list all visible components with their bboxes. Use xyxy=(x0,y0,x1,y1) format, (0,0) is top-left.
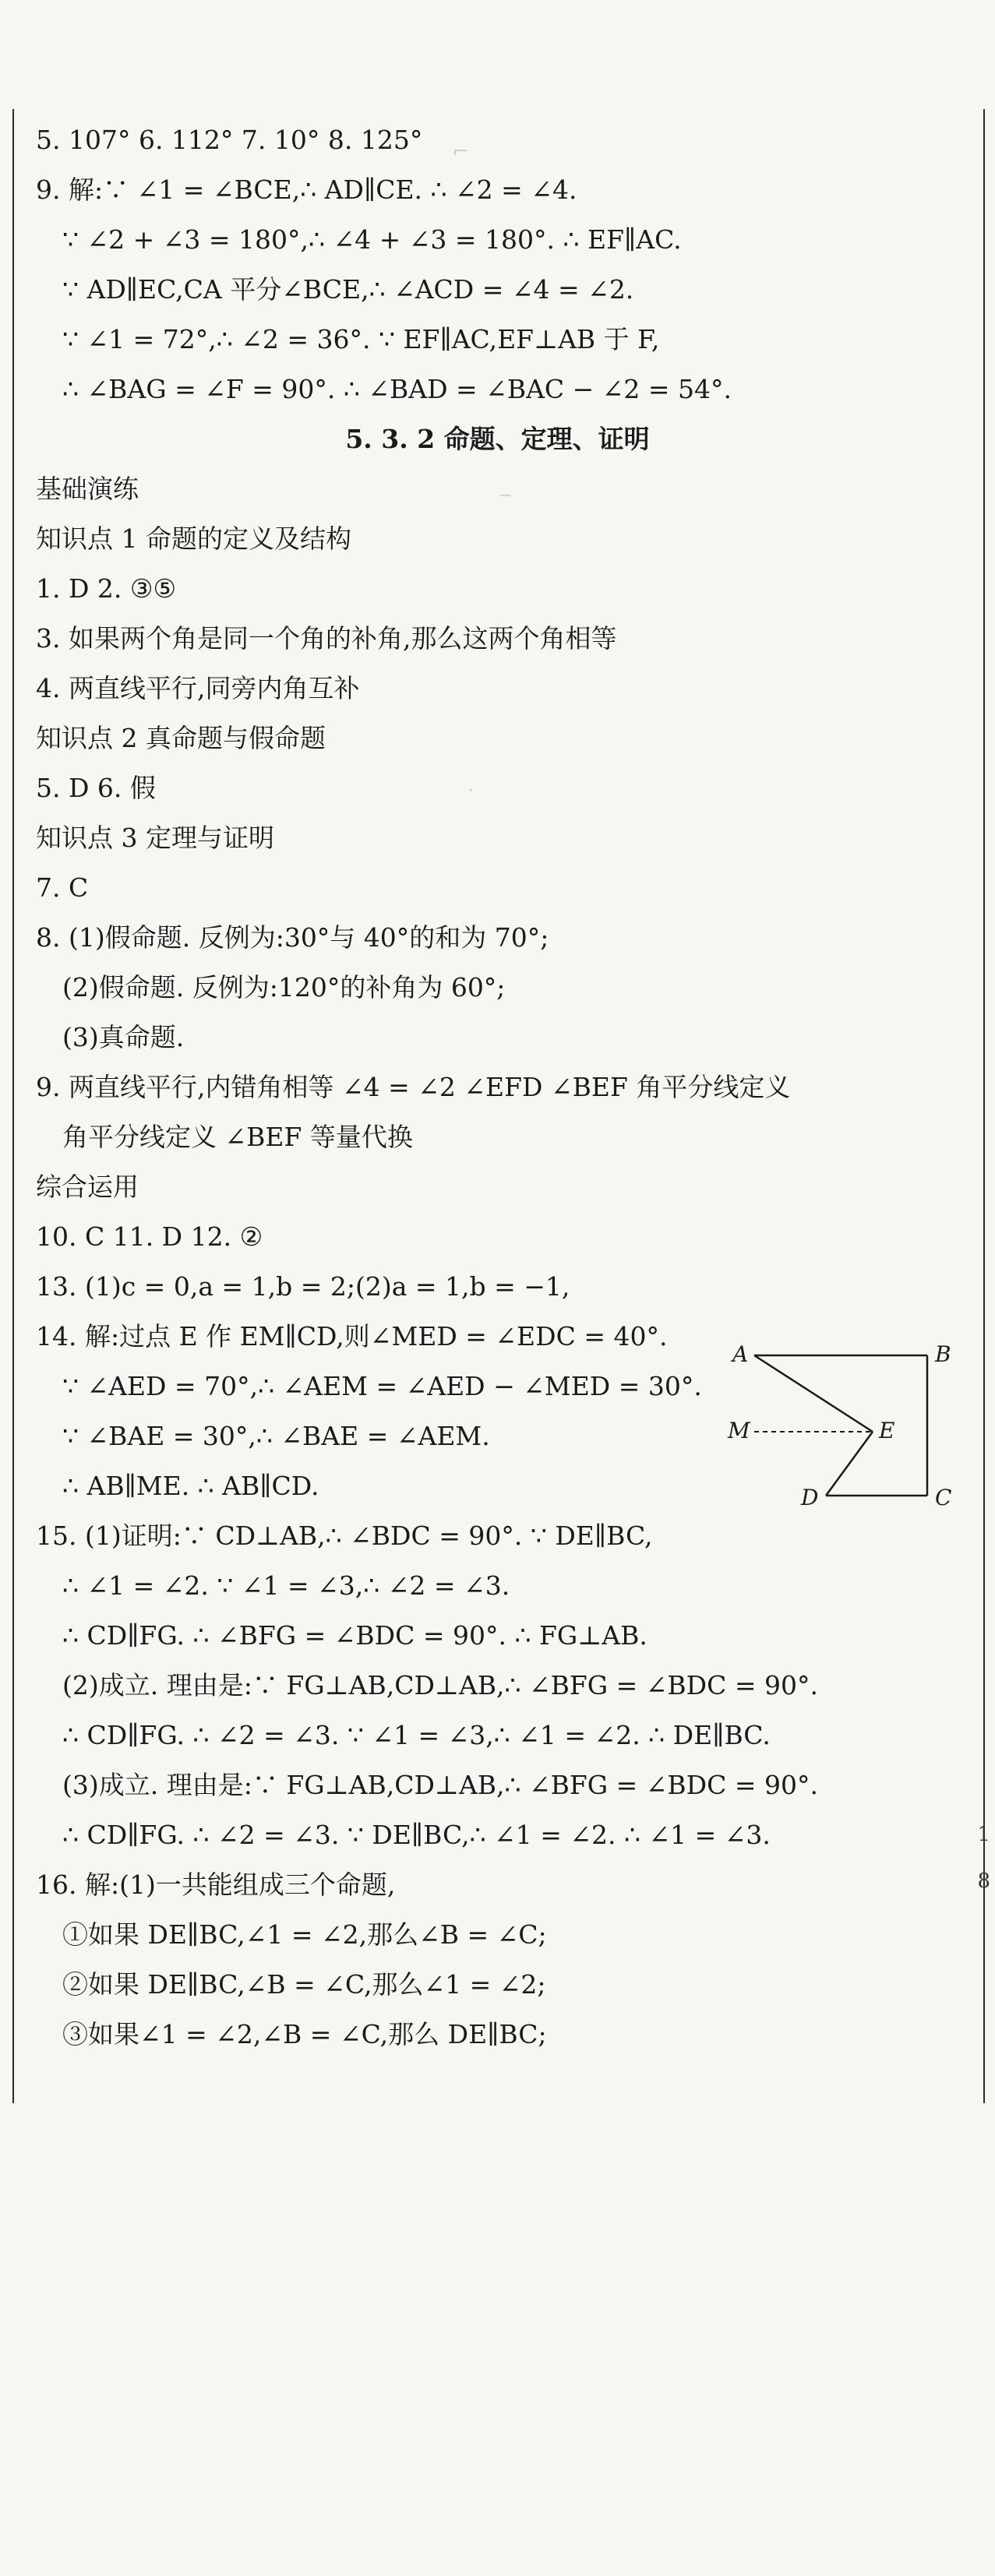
knowledge-point-heading: 知识点 3 定理与证明 xyxy=(36,823,274,853)
answer-line: ∴ AB∥ME. ∴ AB∥CD. xyxy=(62,1471,319,1501)
knowledge-point-heading: 知识点 1 命题的定义及结构 xyxy=(36,523,351,554)
answer-line: ∵ ∠BAE = 30°,∴ ∠BAE = ∠AEM. xyxy=(62,1421,490,1451)
answer-line: ∴ ∠1 = ∠2. ∵ ∠1 = ∠3,∴ ∠2 = ∠3. xyxy=(62,1570,510,1601)
segment-ed xyxy=(826,1432,873,1496)
answer-line: 1. D 2. ③⑤ xyxy=(36,573,177,604)
answer-line: ∴ CD∥FG. ∴ ∠2 = ∠3. ∵ ∠1 = ∠3,∴ ∠1 = ∠2. ∴ DE∥BC. xyxy=(62,1720,771,1750)
answer-line: ∵ AD∥EC,CA 平分∠BCE,∴ ∠ACD = ∠4 = ∠2. xyxy=(62,274,634,305)
answer-line: (2)成立. 理由是:∵ FG⊥AB,CD⊥AB,∴ ∠BFG = ∠BDC = 90°. xyxy=(62,1670,819,1700)
answer-line: 15. (1)证明:∵ CD⊥AB,∴ ∠BDC = 90°. ∵ DE∥BC, xyxy=(36,1521,653,1551)
answer-line: ∵ ∠2 + ∠3 = 180°,∴ ∠4 + ∠3 = 180°. ∴ EF∥AC. xyxy=(62,224,682,255)
geometry-figure xyxy=(725,1324,982,1511)
segment-ae xyxy=(754,1355,873,1432)
label-d: D xyxy=(801,1485,819,1510)
answer-line: ∵ ∠1 = 72°,∴ ∠2 = 36°. ∵ EF∥AC,EF⊥AB 于 F, xyxy=(62,324,660,354)
answer-line: 9. 两直线平行,内错角相等 ∠4 = ∠2 ∠EFD ∠BEF 角平分线定义 xyxy=(36,1072,791,1102)
answer-line: (3)真命题. xyxy=(62,1022,185,1052)
bleed-mark: ⌐ xyxy=(452,140,469,164)
knowledge-point-heading: 知识点 2 真命题与假命题 xyxy=(36,723,326,753)
label-m: M xyxy=(728,1418,750,1443)
right-border-line xyxy=(983,109,985,2103)
answer-line: ∴ CD∥FG. ∴ ∠BFG = ∠BDC = 90°. ∴ FG⊥AB. xyxy=(62,1620,647,1651)
label-c: C xyxy=(935,1485,952,1510)
answer-line: 8. (1)假命题. 反例为:30°与 40°的和为 70°; xyxy=(36,922,549,953)
answer-line: 10. C 11. D 12. ② xyxy=(36,1221,263,1252)
answer-line: ②如果 DE∥BC,∠B = ∠C,那么∠1 = ∠2; xyxy=(62,1969,546,2000)
margin-mark: 8 xyxy=(977,1869,990,1893)
subsection-heading: 基础演练 xyxy=(36,474,139,504)
section-title: 5. 3. 2 命题、定理、证明 xyxy=(345,424,650,454)
answer-line: ①如果 DE∥BC,∠1 = ∠2,那么∠B = ∠C; xyxy=(62,1919,547,1950)
answer-line: 13. (1)c = 0,a = 1,b = 2;(2)a = 1,b = −1, xyxy=(36,1271,570,1302)
answer-line: 4. 两直线平行,同旁内角互补 xyxy=(36,673,360,703)
label-e: E xyxy=(879,1418,895,1443)
answer-line: (3)成立. 理由是:∵ FG⊥AB,CD⊥AB,∴ ∠BFG = ∠BDC = 90°. xyxy=(62,1770,819,1800)
answer-line: 3. 如果两个角是同一个角的补角,那么这两个角相等 xyxy=(36,623,617,654)
bleed-mark: · xyxy=(468,779,475,802)
left-border-line xyxy=(12,109,14,2103)
answer-line: 16. 解:(1)一共能组成三个命题, xyxy=(36,1869,396,1900)
bleed-mark: ‒ xyxy=(499,483,512,506)
answer-line: ∴ CD∥FG. ∴ ∠2 = ∠3. ∵ DE∥BC,∴ ∠1 = ∠2. ∴ ∠1 = ∠3. xyxy=(62,1820,771,1850)
answer-line: (2)假命题. 反例为:120°的补角为 60°; xyxy=(62,972,506,1003)
answer-line: ∵ ∠AED = 70°,∴ ∠AEM = ∠AED − ∠MED = 30°. xyxy=(62,1371,702,1401)
answer-line: 角平分线定义 ∠BEF 等量代换 xyxy=(62,1122,413,1152)
answer-line: 5. 107° 6. 112° 7. 10° 8. 125° xyxy=(36,125,423,155)
answer-line: 5. D 6. 假 xyxy=(36,773,156,803)
label-a: A xyxy=(732,1341,749,1367)
label-b: B xyxy=(935,1341,951,1367)
answer-line: 9. 解:∵ ∠1 = ∠BCE,∴ AD∥CE. ∴ ∠2 = ∠4. xyxy=(36,174,577,205)
answer-line: ③如果∠1 = ∠2,∠B = ∠C,那么 DE∥BC; xyxy=(62,2019,547,2049)
answer-line: ∴ ∠BAG = ∠F = 90°. ∴ ∠BAD = ∠BAC − ∠2 = 54°. xyxy=(62,374,732,404)
margin-mark: 1 xyxy=(977,1823,990,1846)
answer-line: 14. 解:过点 E 作 EM∥CD,则∠MED = ∠EDC = 40°. xyxy=(36,1321,668,1351)
subsection-heading: 综合运用 xyxy=(36,1172,139,1202)
answer-line: 7. C xyxy=(36,872,89,903)
